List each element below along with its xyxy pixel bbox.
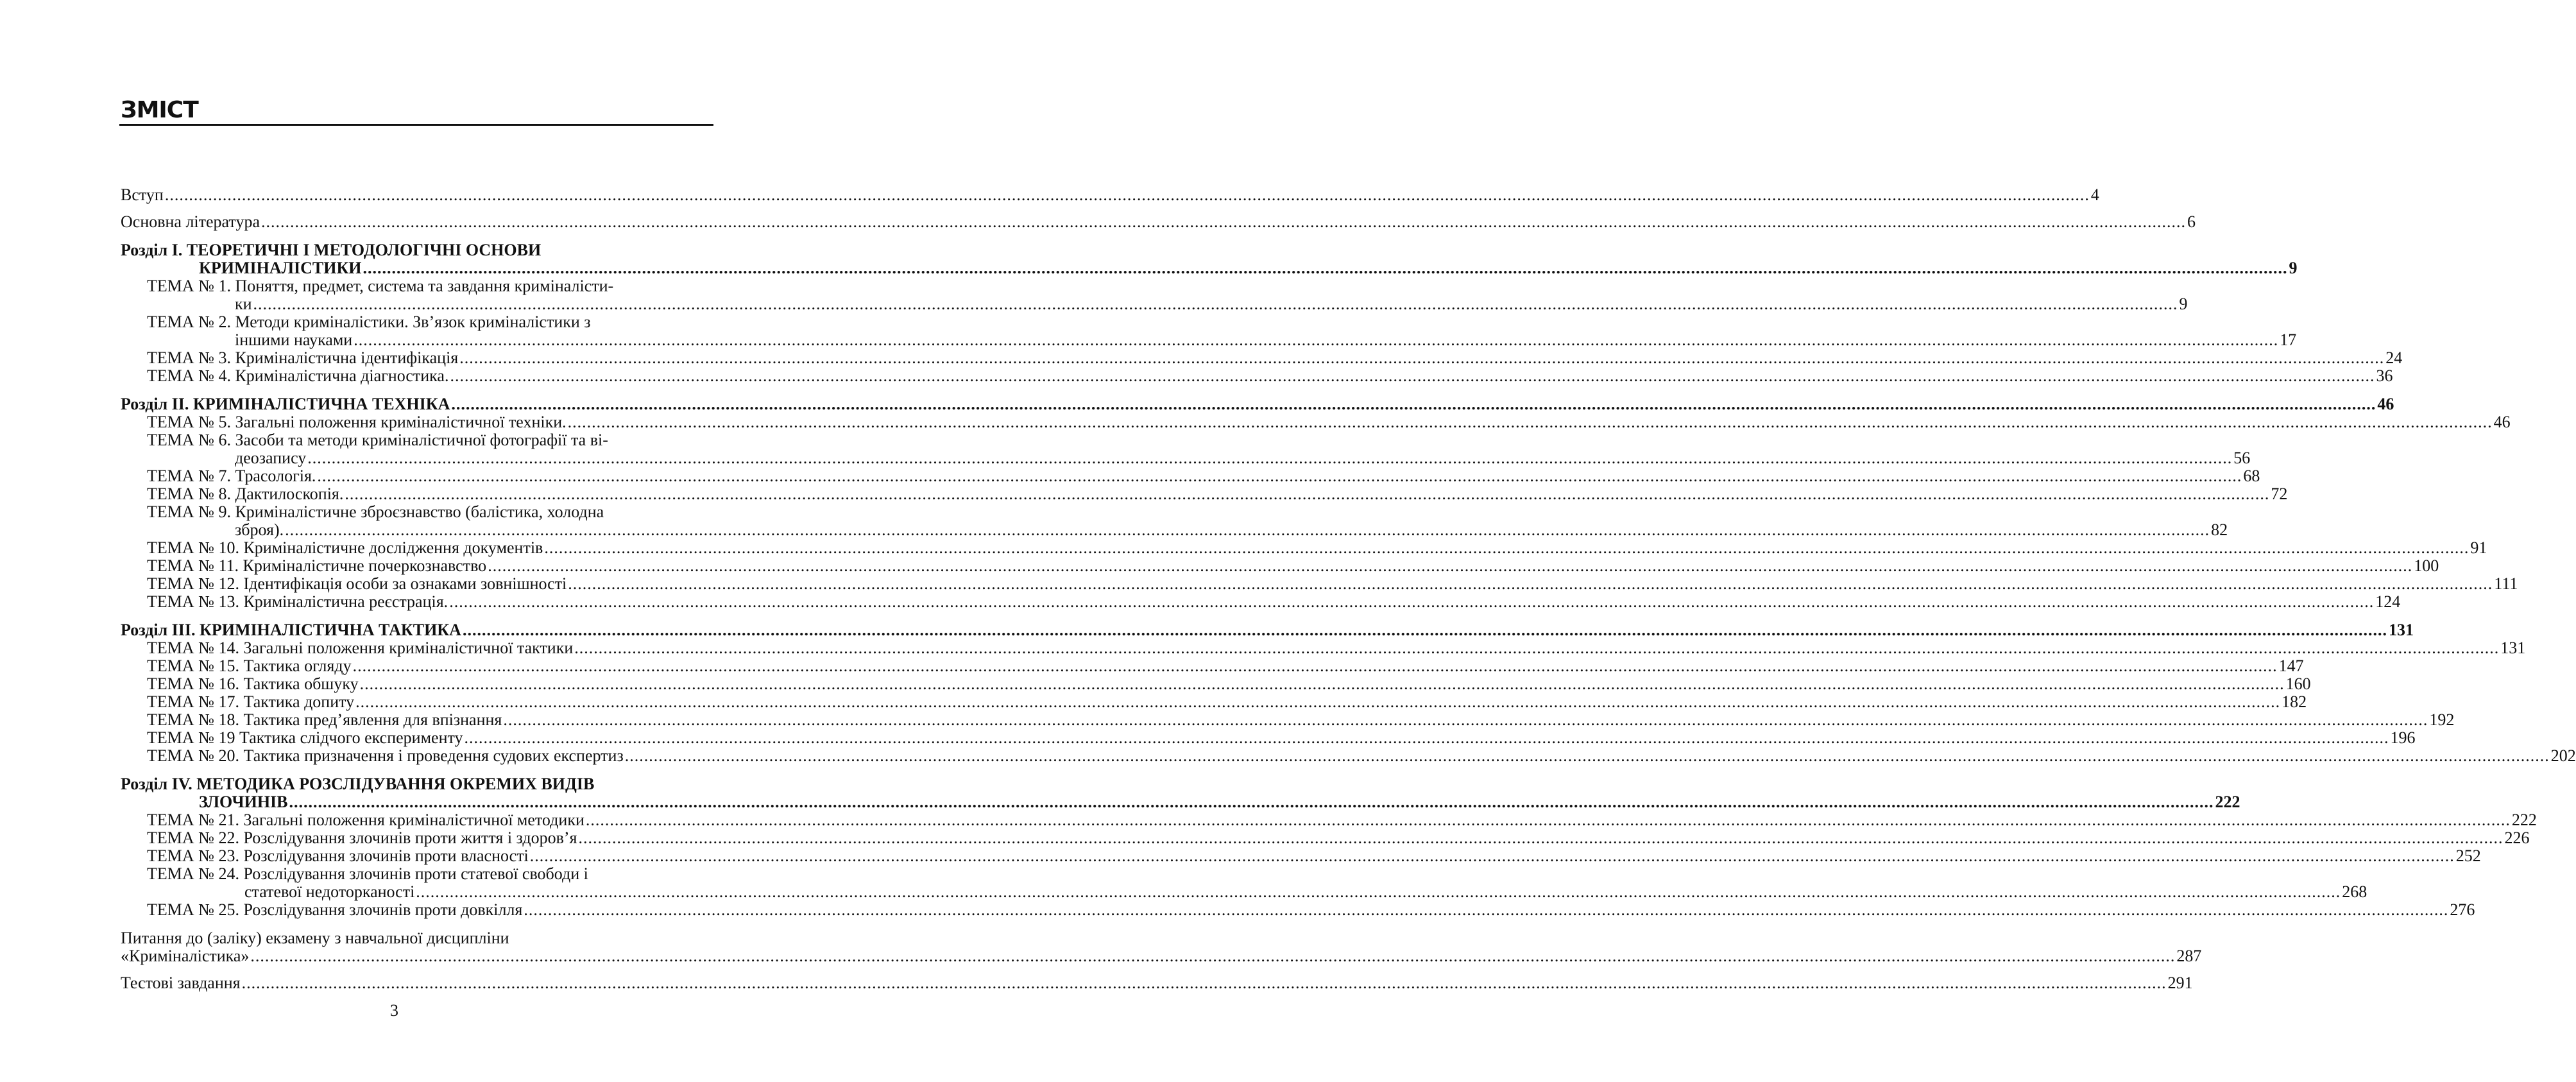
- toc-entry-page: 36: [2376, 366, 2393, 385]
- topic-5[interactable]: [121, 413, 2511, 431]
- toc-entry-page: 6: [2187, 212, 2196, 231]
- section-1-title-line2[interactable]: [121, 259, 2298, 277]
- toc-entry-page: 222: [2511, 811, 2537, 829]
- toc-entry-title: Тестові завдання: [121, 974, 241, 992]
- toc-entry-title: ТЕМА № 17. Тактика допиту: [147, 692, 355, 711]
- toc-entry-title: Розділ ІІ. КРИМІНАЛІСТИЧНА ТЕХНІКА: [121, 395, 450, 413]
- topic-16[interactable]: [121, 674, 2311, 693]
- toc-entry-page: 68: [2243, 467, 2260, 485]
- topic-6-line1[interactable]: ТЕМА № 6. Засоби та методи криміналістичної фотографії та ві-: [147, 431, 608, 449]
- toc-entry-title: ТЕМА № 14. Загальні положення криміналістичної тактики: [147, 639, 574, 657]
- toc-entry-title: ТЕМА № 23. Розслідування злочинів проти власності: [147, 846, 529, 865]
- toc-entry-title: ТЕМА № 3. Криміналістична ідентифікація: [147, 348, 459, 367]
- section-4-title-line1[interactable]: Розділ IV. МЕТОДИКА РОЗСЛІДУВАННЯ ОКРЕМИХ ВИДІВ: [121, 775, 595, 793]
- toc-entry-literature[interactable]: [121, 212, 2196, 231]
- topic-9-line1[interactable]: ТЕМА № 9. Криміналістичне зброєзнавство (балістика, холодна: [147, 502, 604, 521]
- toc-entry-page: 160: [2285, 674, 2311, 693]
- toc-entry-page: 9: [2289, 259, 2298, 277]
- toc-entry-page: 100: [2414, 556, 2439, 575]
- dot-leader: ................................................................................................................................................................................................................................................................................................................................................................................................................: [567, 413, 2493, 431]
- toc-entry-page: 276: [2450, 900, 2475, 919]
- table-of-contents: [121, 185, 2576, 992]
- section-3-title[interactable]: [121, 621, 2414, 639]
- toc-entry-page: 287: [2176, 947, 2202, 965]
- dot-leader: ................................................................................................................................................................................................................................................................................................................................................................................................................: [459, 348, 2385, 367]
- toc-entry-page: 46: [2493, 413, 2511, 431]
- toc-entry-page: 196: [2390, 728, 2416, 747]
- toc-entry-title: ТЕМА № 4. Криміналістична діагностика.: [147, 366, 449, 385]
- dot-leader: ................................................................................................................................................................................................................................................................................................................................................................................................................: [624, 746, 2550, 765]
- dot-leader: ................................................................................................................................................................................................................................................................................................................................................................................................................: [451, 395, 2376, 413]
- toc-entry-page: 131: [2388, 621, 2414, 639]
- toc-entry-title: статевої недоторканості: [244, 882, 415, 901]
- topic-23[interactable]: [121, 846, 2481, 865]
- toc-entry-title: іншими науками: [235, 331, 353, 349]
- toc-entry-page: 291: [2167, 974, 2193, 992]
- dot-leader: ................................................................................................................................................................................................................................................................................................................................................................................................................: [250, 947, 2176, 965]
- toc-entry-title: КРИМІНАЛІСТИКИ: [199, 259, 362, 277]
- dot-leader: ................................................................................................................................................................................................................................................................................................................................................................................................................: [585, 811, 2511, 829]
- dot-leader: ................................................................................................................................................................................................................................................................................................................................................................................................................: [352, 657, 2278, 675]
- toc-entry-page: 82: [2211, 520, 2228, 539]
- topic-14[interactable]: [121, 639, 2526, 657]
- toc-entry-title: ТЕМА № 18. Тактика пред’явлення для впізнання: [147, 710, 502, 729]
- dot-leader: ................................................................................................................................................................................................................................................................................................................................................................................................................: [449, 592, 2375, 611]
- toc-entry-title: «Криміналістика»: [121, 947, 250, 965]
- toc-entry-page: 24: [2385, 348, 2403, 367]
- topic-11[interactable]: [121, 556, 2439, 575]
- toc-entry-title: ТЕМА № 11. Криміналістичне почеркознавство: [147, 556, 487, 575]
- toc-entry-title: ТЕМА № 25. Розслідування злочинів проти довкілля: [147, 900, 523, 919]
- toc-entry-page: 202: [2550, 746, 2576, 765]
- topic-22[interactable]: [121, 829, 2530, 847]
- dot-leader: ................................................................................................................................................................................................................................................................................................................................................................................................................: [363, 259, 2288, 277]
- dot-leader: ................................................................................................................................................................................................................................................................................................................................................................................................................: [355, 692, 2281, 711]
- toc-entry-title: ТЕМА № 10. Криміналістичне дослідження документів: [147, 538, 543, 557]
- toc-entry-title: деозапису: [235, 449, 307, 467]
- toc-entry-page: 226: [2504, 829, 2530, 847]
- topic-21[interactable]: [121, 811, 2537, 829]
- toc-entry-title: ТЕМА № 12. Ідентифікація особи за ознаками зовнішності: [147, 574, 567, 593]
- section-2-title[interactable]: [121, 395, 2394, 413]
- toc-entry-page: 192: [2429, 710, 2455, 729]
- dot-leader: ................................................................................................................................................................................................................................................................................................................................................................................................................: [544, 538, 2469, 557]
- dot-leader: ................................................................................................................................................................................................................................................................................................................................................................................................................: [464, 728, 2389, 747]
- section-1-title-line1[interactable]: Розділ І. ТЕОРЕТИЧНІ І МЕТОДОЛОГІЧНІ ОСНОВИ: [121, 241, 542, 259]
- topic-1-line2[interactable]: [121, 295, 2188, 313]
- toc-entry-page: 91: [2470, 538, 2487, 557]
- dot-leader: ................................................................................................................................................................................................................................................................................................................................................................................................................: [488, 556, 2413, 575]
- dot-leader: ................................................................................................................................................................................................................................................................................................................................................................................................................: [164, 185, 2090, 204]
- dot-leader: ................................................................................................................................................................................................................................................................................................................................................................................................................: [241, 974, 2167, 992]
- dot-leader: ................................................................................................................................................................................................................................................................................................................................................................................................................: [354, 331, 2279, 349]
- topic-3[interactable]: [121, 348, 2403, 367]
- toc-entry-page: 147: [2278, 657, 2304, 675]
- toc-entry-title: ки: [235, 295, 252, 313]
- dot-leader: ................................................................................................................................................................................................................................................................................................................................................................................................................: [359, 674, 2285, 693]
- toc-entry-page: 46: [2377, 395, 2394, 413]
- toc-entry-page: 124: [2375, 592, 2401, 611]
- toc-entry-title: ТЕМА № 21. Загальні положення криміналістичної методики: [147, 811, 584, 829]
- toc-entry-intro[interactable]: [121, 185, 2099, 204]
- toc-entry-page: 252: [2455, 846, 2481, 865]
- topic-2-line1[interactable]: ТЕМА № 2. Методи криміналістики. Зв’язок криміналістики з: [147, 313, 591, 331]
- dot-leader: ................................................................................................................................................................................................................................................................................................................................................................................................................: [416, 882, 2341, 901]
- page-heading: ЗМІСТ: [121, 97, 198, 123]
- topic-8[interactable]: [121, 485, 2288, 503]
- topic-4[interactable]: [121, 366, 2393, 385]
- questions-line1[interactable]: Питання до (заліку) екзамену з навчальної дисципліни: [121, 929, 509, 947]
- topic-18[interactable]: [121, 710, 2455, 729]
- toc-entry-page: 111: [2494, 574, 2518, 593]
- toc-entry-tests[interactable]: [121, 974, 2193, 992]
- toc-entry-title: ТЕМА № 22. Розслідування злочинів проти життя і здоров’я: [147, 829, 577, 847]
- dot-leader: ................................................................................................................................................................................................................................................................................................................................................................................................................: [503, 710, 2428, 729]
- dot-leader: ................................................................................................................................................................................................................................................................................................................................................................................................................: [529, 846, 2455, 865]
- dot-leader: ................................................................................................................................................................................................................................................................................................................................................................................................................: [345, 485, 2270, 503]
- dot-leader: ................................................................................................................................................................................................................................................................................................................................................................................................................: [574, 639, 2500, 657]
- topic-1-line1[interactable]: ТЕМА № 1. Поняття, предмет, система та завдання криміналісти-: [147, 277, 614, 295]
- page-number: 3: [390, 1001, 398, 1020]
- toc-entry-title: зброя).: [235, 520, 284, 539]
- dot-leader: ................................................................................................................................................................................................................................................................................................................................................................................................................: [307, 449, 2233, 467]
- toc-entry-title: ТЕМА № 8. Дактилоскопія.: [147, 485, 344, 503]
- toc-entry-page: 9: [2179, 295, 2188, 313]
- toc-entry-page: 222: [2215, 793, 2240, 811]
- topic-12[interactable]: [121, 574, 2518, 593]
- toc-entry-page: 72: [2271, 485, 2288, 503]
- dot-leader: ................................................................................................................................................................................................................................................................................................................................................................................................................: [289, 793, 2214, 811]
- toc-entry-title: ТЕМА № 20. Тактика призначення і проведення судових експертиз: [147, 746, 624, 765]
- topic-7[interactable]: [121, 467, 2260, 485]
- toc-entry-title: ЗЛОЧИНІВ: [199, 793, 288, 811]
- toc-entry-title: ТЕМА № 7. Трасологія.: [147, 467, 316, 485]
- dot-leader: ................................................................................................................................................................................................................................................................................................................................................................................................................: [450, 366, 2375, 385]
- topic-25[interactable]: [121, 900, 2475, 919]
- toc-entry-page: 182: [2282, 692, 2307, 711]
- topic-24-line1[interactable]: ТЕМА № 24. Розслідування злочинів проти статевої свободи і: [147, 864, 588, 883]
- dot-leader: ................................................................................................................................................................................................................................................................................................................................................................................................................: [524, 900, 2449, 919]
- dot-leader: ................................................................................................................................................................................................................................................................................................................................................................................................................: [317, 467, 2242, 485]
- toc-entry-title: ТЕМА № 5. Загальні положення криміналістичної техніки.: [147, 413, 567, 431]
- dot-leader: ................................................................................................................................................................................................................................................................................................................................................................................................................: [578, 829, 2503, 847]
- toc-entry-page: 268: [2342, 882, 2367, 901]
- heading-rule: [119, 124, 713, 126]
- topic-20[interactable]: [121, 746, 2576, 765]
- toc-entry-page: 17: [2280, 331, 2297, 349]
- topic-24-line2[interactable]: [121, 882, 2367, 901]
- toc-entry-title: Розділ ІІІ. КРИМІНАЛІСТИЧНА ТАКТИКА: [121, 621, 461, 639]
- dot-leader: ................................................................................................................................................................................................................................................................................................................................................................................................................: [285, 520, 2210, 539]
- topic-9-line2[interactable]: [121, 520, 2228, 539]
- dot-leader: ................................................................................................................................................................................................................................................................................................................................................................................................................: [462, 621, 2387, 639]
- topic-19[interactable]: [121, 728, 2416, 747]
- questions-line2[interactable]: [121, 947, 2202, 965]
- toc-entry-title: ТЕМА № 15. Тактика огляду: [147, 657, 352, 675]
- toc-entry-title: Вступ: [121, 185, 164, 204]
- toc-entry-title: ТЕМА № 13. Криміналістична реєстрація.: [147, 592, 448, 611]
- dot-leader: ................................................................................................................................................................................................................................................................................................................................................................................................................: [261, 212, 2186, 231]
- toc-entry-title: Основна література: [121, 212, 260, 231]
- topic-17[interactable]: [121, 692, 2307, 711]
- dot-leader: ................................................................................................................................................................................................................................................................................................................................................................................................................: [253, 295, 2178, 313]
- topic-10[interactable]: [121, 538, 2487, 557]
- topic-13[interactable]: [121, 592, 2401, 611]
- section-4-title-line2[interactable]: [121, 793, 2240, 811]
- toc-entry-title: ТЕМА № 19 Тактика слідчого експерименту: [147, 728, 463, 747]
- dot-leader: ................................................................................................................................................................................................................................................................................................................................................................................................................: [568, 574, 2493, 593]
- toc-entry-page: 56: [2233, 449, 2251, 467]
- topic-6-line2[interactable]: [121, 449, 2251, 467]
- toc-entry-title: ТЕМА № 16. Тактика обшуку: [147, 674, 359, 693]
- toc-entry-page: 4: [2090, 185, 2099, 204]
- topic-15[interactable]: [121, 657, 2304, 675]
- topic-2-line2[interactable]: [121, 331, 2297, 349]
- toc-entry-page: 131: [2500, 639, 2526, 657]
